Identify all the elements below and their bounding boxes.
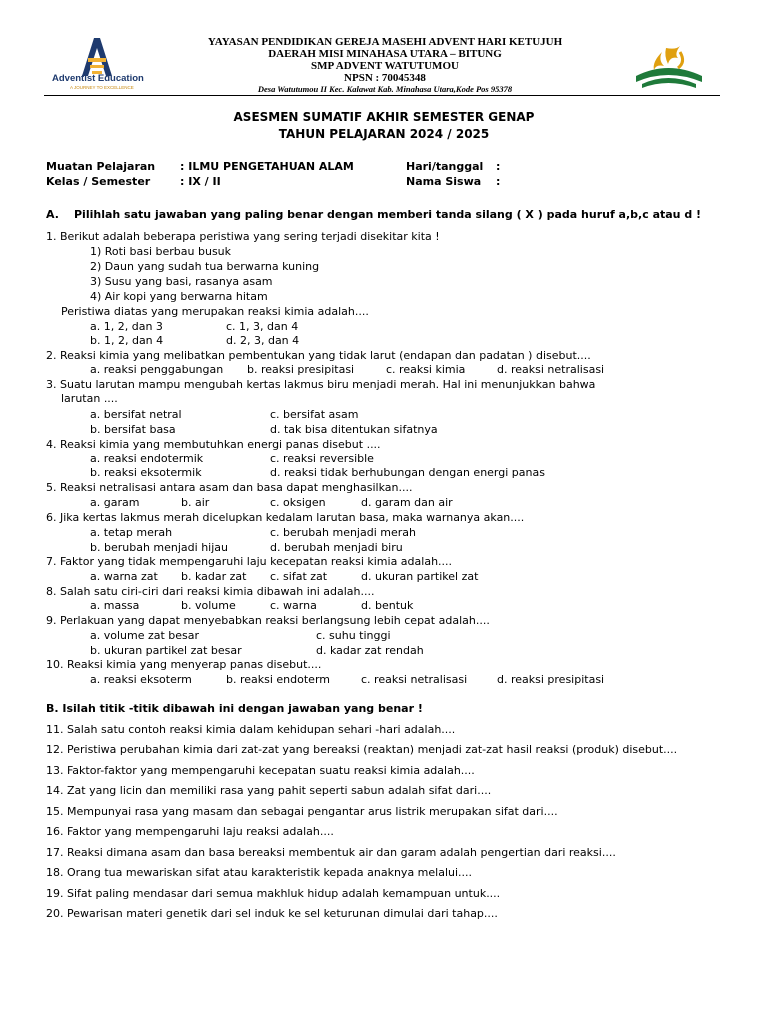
question-11: 11. Salah satu contoh reaksi kimia dalam kehidupan sehari -hari adalah....: [46, 723, 456, 736]
name-label: Nama Siswa: [406, 175, 482, 188]
q2-option-d: d. reaksi netralisasi: [497, 363, 605, 376]
q6-option-d: d. berubah menjadi biru: [270, 541, 403, 554]
q8-option-a: a. massa: [90, 599, 140, 612]
exam-title: ASESMEN SUMATIF AKHIR SEMESTER GENAP: [233, 110, 535, 124]
q5-option-d: d. garam dan air: [361, 496, 453, 509]
sda-church-logo: [628, 40, 710, 92]
q4-option-b: b. reaksi eksotermik: [90, 466, 202, 479]
q1-item-1: 1) Roti basi berbau busuk: [90, 245, 232, 258]
question-2: 2. Reaksi kimia yang melibatkan pembentukan yang tidak larut (endapan dan padatan ) disebut....: [46, 349, 591, 362]
q1-item-3: 3) Susu yang basi, rasanya asam: [90, 275, 273, 288]
q6-option-c: c. berubah menjadi merah: [270, 526, 416, 539]
subject-label: Muatan Pelajaran: [46, 160, 156, 173]
q1-option-c: c. 1, 3, dan 4: [226, 320, 299, 333]
q1-stem: Peristiwa diatas yang merupakan reaksi kimia adalah....: [61, 305, 369, 318]
q2-option-c: c. reaksi kimia: [386, 363, 466, 376]
question-6: 6. Jika kertas lakmus merah dicelupkan kedalam larutan basa, maka warnanya akan....: [46, 511, 525, 524]
question-12: 12. Peristiwa perubahan kimia dari zat-zat yang bereaksi (reaktan) menjadi zat-zat hasil reaksi (produk) disebut....: [46, 743, 678, 756]
question-16: 16. Faktor yang mempengaruhi laju reaksi adalah....: [46, 825, 334, 838]
question-15: 15. Mempunyai rasa yang masam dan sebagai pengantar arus listrik merupakan sifat dari....: [46, 805, 558, 818]
foundation-name: YAYASAN PENDIDIKAN GEREJA MASEHI ADVENT HARI KETUJUH: [207, 36, 563, 48]
npsn: NPSN : 70045348: [344, 72, 426, 84]
q1-option-b: b. 1, 2, dan 4: [90, 334, 164, 347]
q3-option-a: a. bersifat netral: [90, 408, 182, 421]
question-10: 10. Reaksi kimia yang menyerap panas disebut....: [46, 658, 322, 671]
question-1: 1. Berikut adalah beberapa peristiwa yang sering terjadi disekitar kita !: [46, 230, 440, 243]
question-17: 17. Reaksi dimana asam dan basa bereaksi membentuk air dan garam adalah pengertian dari reaksi....: [46, 846, 616, 859]
school-year: TAHUN PELAJARAN 2024 / 2025: [278, 127, 490, 141]
question-19: 19. Sifat paling mendasar dari semua makhluk hidup adalah kemampuan untuk....: [46, 887, 501, 900]
question-3: 3. Suatu larutan mampu mengubah kertas lakmus biru menjadi merah. Hal ini menunjukkan bahwa: [46, 378, 596, 391]
question-18: 18. Orang tua mewariskan sifat atau karakteristik kepada anaknya melalui....: [46, 866, 473, 879]
q7-option-a: a. warna zat: [90, 570, 158, 583]
q5-option-c: c. oksigen: [270, 496, 326, 509]
sda-logo-icon: [628, 40, 710, 92]
q7-option-b: b. kadar zat: [181, 570, 247, 583]
adventist-education-logo: [52, 36, 152, 96]
q3-option-d: d. tak bisa ditentukan sifatnya: [270, 423, 438, 436]
question-20: 20. Pewarisan materi genetik dari sel induk ke sel keturunan dimulai dari tahap....: [46, 907, 498, 920]
subject-value: : ILMU PENGETAHUAN ALAM: [180, 160, 354, 173]
question-13: 13. Faktor-faktor yang mempengaruhi kecepatan suatu reaksi kimia adalah....: [46, 764, 475, 777]
section-a-instruction: Pilihlah satu jawaban yang paling benar dengan memberi tanda silang ( X ) pada huruf a,b,c atau d !: [74, 208, 702, 221]
q5-option-b: b. air: [181, 496, 210, 509]
school-address: Desa Watutumou II Kec. Kalawat Kab. Minahasa Utara,Kode Pos 95378: [257, 84, 513, 94]
q7-option-c: c. sifat zat: [270, 570, 328, 583]
question-8: 8. Salah satu ciri-ciri dari reaksi kimia dibawah ini adalah....: [46, 585, 375, 598]
class-label: Kelas / Semester: [46, 175, 151, 188]
q2-option-b: b. reaksi presipitasi: [247, 363, 355, 376]
logo-tagline: A JOURNEY TO EXCELLENCE: [70, 85, 134, 90]
question-9: 9. Perlakuan yang dapat menyebabkan reaksi berlangsung lebih cepat adalah....: [46, 614, 490, 627]
q9-option-a: a. volume zat besar: [90, 629, 200, 642]
question-7: 7. Faktor yang tidak mempengaruhi laju kecepatan reaksi kimia adalah....: [46, 555, 453, 568]
q2-option-a: a. reaksi penggabungan: [90, 363, 224, 376]
q10-option-c: c. reaksi netralisasi: [361, 673, 468, 686]
section-b-instruction: B. Isilah titik -titik dibawah ini dengan jawaban yang benar !: [46, 702, 423, 715]
q6-option-a: a. tetap merah: [90, 526, 173, 539]
q3-option-b: b. bersifat basa: [90, 423, 176, 436]
class-value: : IX / II: [180, 175, 221, 188]
q9-option-b: b. ukuran partikel zat besar: [90, 644, 242, 657]
logo-text: Adventist Education: [52, 73, 144, 84]
q10-option-b: b. reaksi endoterm: [226, 673, 330, 686]
region-name: DAERAH MISI MINAHASA UTARA – BITUNG: [268, 48, 502, 60]
q3-option-c: c. bersifat asam: [270, 408, 359, 421]
question-5: 5. Reaksi netralisasi antara asam dan basa dapat menghasilkan....: [46, 481, 413, 494]
q9-option-c: c. suhu tinggi: [316, 629, 391, 642]
date-label: Hari/tanggal: [406, 160, 484, 173]
question-14: 14. Zat yang licin dan memiliki rasa yang pahit seperti sabun adalah sifat dari....: [46, 784, 492, 797]
date-value: :: [496, 160, 501, 173]
q10-option-a: a. reaksi eksoterm: [90, 673, 192, 686]
q8-option-d: d. bentuk: [361, 599, 414, 612]
q1-option-a: a. 1, 2, dan 3: [90, 320, 163, 333]
q1-option-d: d. 2, 3, dan 4: [226, 334, 300, 347]
name-value: :: [496, 175, 501, 188]
q4-option-d: d. reaksi tidak berhubungan dengan energi panas: [270, 466, 545, 479]
q8-option-c: c. warna: [270, 599, 317, 612]
letterhead-rule: [44, 95, 720, 96]
q7-option-d: d. ukuran partikel zat: [361, 570, 479, 583]
q1-item-4: 4) Air kopi yang berwarna hitam: [90, 290, 268, 303]
school-name: SMP ADVENT WATUTUMOU: [311, 60, 459, 72]
q4-option-c: c. reaksi reversible: [270, 452, 374, 465]
q1-item-2: 2) Daun yang sudah tua berwarna kuning: [90, 260, 320, 273]
q9-option-d: d. kadar zat rendah: [316, 644, 424, 657]
q8-option-b: b. volume: [181, 599, 236, 612]
q5-option-a: a. garam: [90, 496, 140, 509]
q4-option-a: a. reaksi endotermik: [90, 452, 204, 465]
q6-option-b: b. berubah menjadi hijau: [90, 541, 228, 554]
section-a-letter: A.: [46, 208, 59, 221]
question-4: 4. Reaksi kimia yang membutuhkan energi panas disebut ....: [46, 438, 381, 451]
q10-option-d: d. reaksi presipitasi: [497, 673, 605, 686]
question-3-cont: larutan ....: [61, 392, 118, 405]
